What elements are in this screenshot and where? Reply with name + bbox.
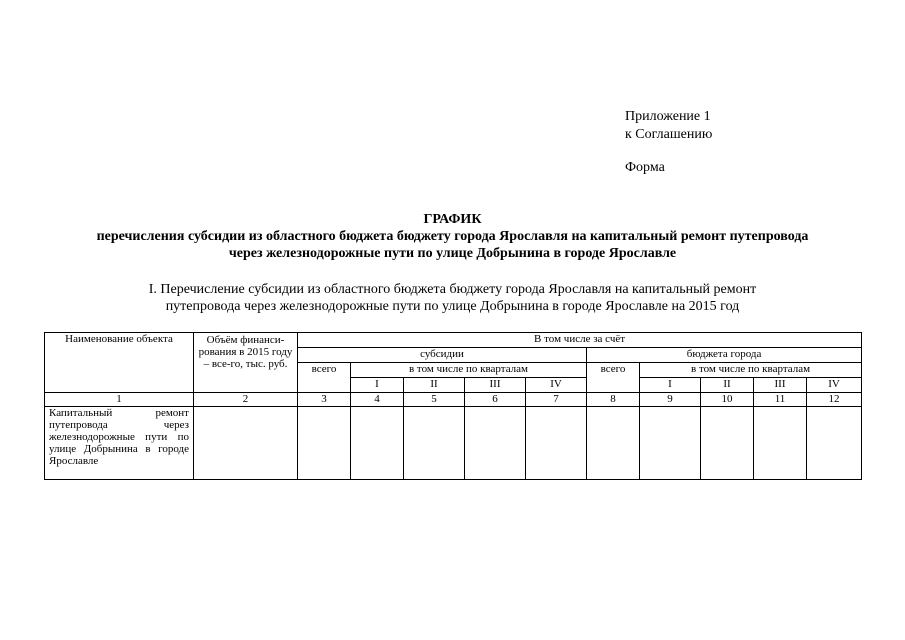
column-number: 4 bbox=[351, 393, 404, 407]
subsidy-quarter-1: I bbox=[351, 378, 404, 393]
column-number: 6 bbox=[465, 393, 526, 407]
city-total-cell bbox=[587, 407, 640, 480]
annex-header bbox=[625, 108, 712, 144]
annex-reference: к Соглашению bbox=[625, 127, 713, 142]
payment-schedule-table bbox=[44, 332, 862, 480]
title-main: ГРАФИК bbox=[423, 212, 482, 227]
header-financing-volume: Объём финанси-рования в 2015 году – все-го, тыс. руб. bbox=[194, 333, 298, 393]
city-quarter-4: IV bbox=[807, 378, 862, 393]
header-object-name: Наименование объекта bbox=[45, 333, 194, 393]
subsidy-q4-cell bbox=[526, 407, 587, 480]
city-q1-cell bbox=[640, 407, 701, 480]
column-number: 2 bbox=[194, 393, 298, 407]
header-subsidy-quarters: в том числе по кварталам bbox=[351, 363, 587, 378]
header-city-total: всего bbox=[587, 363, 640, 393]
subsidy-quarter-3: III bbox=[465, 378, 526, 393]
column-number: 9 bbox=[640, 393, 701, 407]
header-row-1 bbox=[45, 333, 862, 348]
financing-volume-cell bbox=[194, 407, 298, 480]
city-quarter-3: III bbox=[754, 378, 807, 393]
city-q2-cell bbox=[701, 407, 754, 480]
column-number: 10 bbox=[701, 393, 754, 407]
column-number: 5 bbox=[404, 393, 465, 407]
subsidy-quarter-4: IV bbox=[526, 378, 587, 393]
annex-number: Приложение 1 bbox=[625, 109, 711, 124]
column-number: 7 bbox=[526, 393, 587, 407]
header-subsidy-total: всего bbox=[298, 363, 351, 393]
section-line-1: I. Перечисление субсидии из областного бюджета бюджету города Ярославля на капитальный ремонт bbox=[148, 282, 757, 297]
header-subsidy: субсидии bbox=[298, 348, 587, 363]
subsidy-q2-cell bbox=[404, 407, 465, 480]
document-title bbox=[0, 211, 905, 262]
city-q3-cell bbox=[754, 407, 807, 480]
column-number-row bbox=[45, 393, 862, 407]
header-city-budget: бюджета города bbox=[587, 348, 862, 363]
column-number: 8 bbox=[587, 393, 640, 407]
subsidy-q3-cell bbox=[465, 407, 526, 480]
column-number: 12 bbox=[807, 393, 862, 407]
object-name-cell: Капитальный ремонт путепровода через железнодорожные пути по улице Добрынина в городе Ярославле bbox=[45, 407, 194, 480]
header-including: В том числе за счёт bbox=[298, 333, 862, 348]
header-city-quarters: в том числе по кварталам bbox=[640, 363, 862, 378]
column-number: 11 bbox=[754, 393, 807, 407]
title-line-3: через железнодорожные пути по улице Добрынина в городе Ярославле bbox=[228, 246, 677, 261]
form-label: Форма bbox=[625, 160, 665, 175]
column-number: 1 bbox=[45, 393, 194, 407]
city-quarter-2: II bbox=[701, 378, 754, 393]
city-q4-cell bbox=[807, 407, 862, 480]
subsidy-total-cell bbox=[298, 407, 351, 480]
section-heading bbox=[0, 281, 905, 315]
table-row bbox=[45, 407, 862, 480]
title-line-2: перечисления субсидии из областного бюджета бюджету города Ярославля на капитальный ремонт путепровода bbox=[96, 229, 809, 244]
section-line-2: путепровода через железнодорожные пути по улице Добрынина в городе Ярославле на 2015 год bbox=[165, 299, 740, 314]
subsidy-quarter-2: II bbox=[404, 378, 465, 393]
column-number: 3 bbox=[298, 393, 351, 407]
subsidy-q1-cell bbox=[351, 407, 404, 480]
city-quarter-1: I bbox=[640, 378, 701, 393]
